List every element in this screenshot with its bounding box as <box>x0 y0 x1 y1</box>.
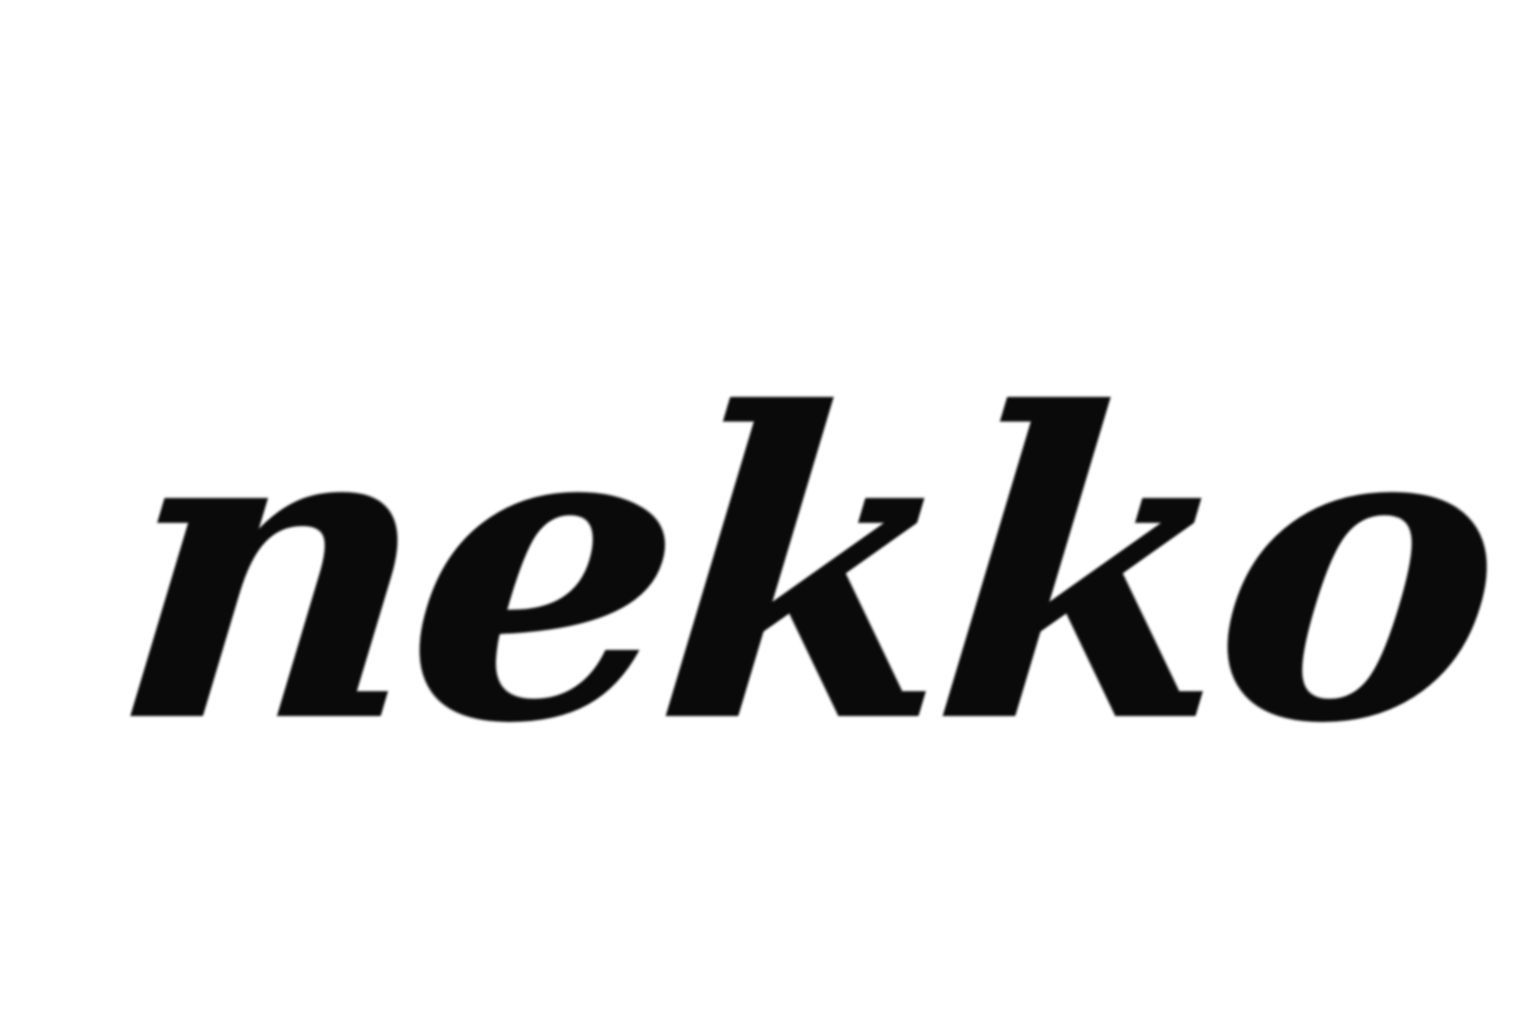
handwritten-word: nekko <box>96 323 1513 816</box>
